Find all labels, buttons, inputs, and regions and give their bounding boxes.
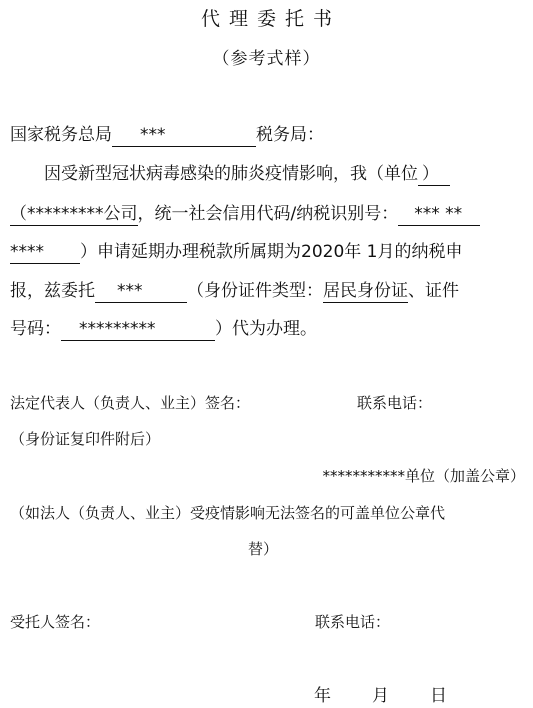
company-separator: ， [137, 204, 155, 224]
credit-code-part-1: *** ** [398, 205, 480, 226]
paragraph-line-1-text: 因受新型冠状病毒感染的肺炎疫情影响，我（单位 [44, 164, 418, 184]
paragraph-line-1 [44, 159, 450, 186]
paragraph-line-3 [10, 237, 462, 264]
date-year: 年 [314, 686, 331, 706]
addressee-line [10, 120, 324, 147]
addressee-suffix: 税务局： [256, 125, 324, 145]
agent-signature-label: 受托人签名： [10, 613, 101, 631]
legal-rep-phone-label: 联系电话： [357, 394, 433, 412]
bureau-name-blank: *** [112, 126, 256, 147]
paragraph-line-5-suffix: ）代为办理。 [215, 319, 317, 339]
date-day: 日 [430, 686, 447, 706]
seal-note-line-2: 替） [248, 540, 279, 558]
paragraph-line-5 [10, 314, 317, 341]
agent-phone-label: 联系电话： [315, 613, 391, 631]
paragraph-line-4-suffix: 、证件 [408, 281, 459, 301]
id-number-label: 号码： [10, 319, 61, 339]
legal-rep-signature-label: 法定代表人（负责人、业主）签名： [10, 394, 251, 412]
date-month: 月 [372, 686, 389, 706]
id-type-label: （身份证件类型： [187, 281, 323, 301]
addressee-prefix: 国家税务总局 [10, 125, 112, 145]
paragraph-line-4 [10, 276, 459, 303]
document-subtitle: （参考式样） [212, 49, 321, 69]
seal-note-line-1: （如法人（负责人、业主）受疫情影响无法签名的可盖单位公章代 [10, 504, 446, 522]
id-number-blank: ********* [61, 320, 215, 341]
id-type-value: 居民身份证 [323, 281, 408, 301]
agent-name-blank: *** [95, 282, 187, 303]
unit-blank: ） [418, 165, 450, 186]
paragraph-line-2 [10, 199, 480, 226]
paragraph-line-4-prefix: 报，兹委托 [10, 281, 95, 301]
id-copy-note: （身份证复印件附后） [10, 430, 161, 448]
company-name: （*********公司 [10, 204, 138, 224]
paragraph-line-3-text: ）申请延期办理税款所属期为2020年 1月的纳税申 [80, 242, 463, 262]
document-title: 代理委托书 [200, 8, 341, 30]
credit-code-part-2: **** [10, 243, 80, 264]
credit-code-label: 统一社会信用代码/纳税识别号： [154, 204, 399, 224]
company-seal-label: ***********单位（加盖公章） [322, 467, 525, 485]
